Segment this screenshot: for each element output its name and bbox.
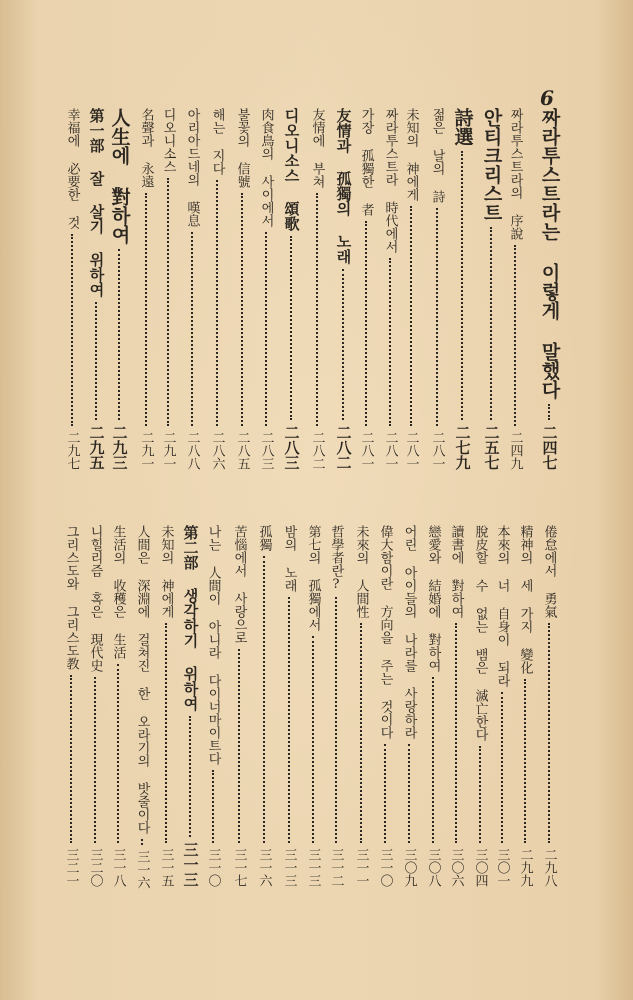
toc-entry-page: 二八二 — [309, 431, 325, 470]
leader-dots — [141, 839, 143, 845]
leader-dots — [342, 269, 344, 420]
leader-dots — [501, 692, 503, 843]
page-number: 6 — [540, 86, 554, 110]
leader-dots — [548, 623, 550, 843]
toc-entry-title: 戀愛와 結婚에 對하여 — [425, 525, 441, 672]
toc-entry — [227, 525, 251, 887]
toc-entry — [324, 525, 348, 887]
toc-entry-title: 肉食鳥의 사이에서 — [258, 108, 274, 227]
toc-entry-page: 二八八 — [184, 431, 200, 470]
leader-dots — [316, 193, 318, 426]
toc-entry-title: 가장 孤獨한 者 — [358, 108, 374, 216]
toc-entry-page: 三〇八 — [425, 848, 441, 887]
toc-entry — [205, 108, 229, 470]
toc-entry-page: 二四七 — [540, 425, 559, 470]
toc-entry-page: 三一三 — [181, 842, 200, 887]
leader-dots — [524, 679, 526, 843]
toc-entry-page: 二八五 — [234, 431, 250, 470]
toc-entry-title: 해는 지다 — [209, 108, 225, 175]
leader-dots — [410, 206, 412, 426]
leader-dots — [384, 744, 386, 843]
toc-entry-title: 脫皮할 수 없는 뱀은 滅亡한다 — [472, 525, 488, 741]
toc-entry — [134, 108, 158, 470]
toc-entry-page: 三一六 — [134, 850, 150, 889]
toc-entry — [513, 525, 537, 887]
toc-entry-title: 나는 人間이 아니라 다이너마이트다 — [205, 525, 221, 765]
leader-dots — [436, 208, 438, 426]
toc-entry — [301, 525, 325, 887]
toc-entry-page: 二八一 — [403, 431, 419, 470]
toc-entry — [254, 108, 278, 470]
toc-entry-page: 三一七 — [231, 848, 247, 887]
toc-entry — [59, 525, 83, 887]
leader-dots — [455, 623, 457, 843]
toc-entry — [399, 108, 423, 470]
toc-entry — [331, 108, 355, 470]
leader-dots — [71, 234, 73, 426]
toc-entry — [305, 108, 329, 470]
toc-entry-page: 三二〇 — [87, 848, 103, 887]
toc-entry-title: 偉大함이란 方向을 주는 것이다 — [377, 525, 393, 739]
toc-entry-page: 三〇九 — [401, 848, 417, 887]
toc-entry-title: 孤獨 — [256, 525, 272, 551]
toc-entry-page: 三一一 — [353, 848, 369, 887]
toc-entry — [107, 108, 131, 470]
leader-dots — [548, 404, 550, 420]
toc-entry — [444, 525, 468, 887]
toc-entry — [421, 525, 445, 887]
toc-entry-page: 二九一 — [160, 431, 176, 470]
leader-dots — [212, 770, 214, 843]
toc-entry-title: 苦惱에서 사랑으로 — [231, 525, 247, 644]
toc-entry-page: 二八二 — [334, 425, 353, 470]
toc-entry — [503, 108, 527, 470]
toc-entry-page: 二四九 — [507, 431, 523, 470]
toc-entry — [354, 108, 378, 470]
leader-dots — [94, 677, 96, 843]
leader-dots — [241, 193, 243, 426]
leader-dots — [167, 178, 169, 426]
toc-entry-title: 아리아드네의 嘆息 — [184, 108, 200, 227]
leader-dots — [461, 151, 463, 420]
leader-dots — [479, 746, 481, 843]
toc-entry-page: 三一二 — [328, 848, 344, 887]
leader-dots — [490, 227, 492, 420]
leader-dots — [145, 193, 147, 426]
toc-entry-page: 三一五 — [158, 848, 174, 887]
toc-entry-page: 三一六 — [256, 848, 272, 887]
leader-dots — [238, 649, 240, 843]
toc-entry — [450, 108, 474, 470]
leader-dots — [216, 180, 218, 426]
toc-entry-title: 짜라투스트라의 序說 — [507, 108, 523, 240]
leader-dots — [117, 664, 119, 843]
toc-entry-page: 二九九 — [517, 848, 533, 887]
toc-entry-page: 二八一 — [358, 431, 374, 470]
toc-entry-page: 二八三 — [282, 425, 301, 470]
toc-entry-title: 哲學者란? — [328, 525, 344, 592]
toc-entry — [130, 525, 154, 887]
toc-entry-title: 어린 아이들의 나라를 사랑하라 — [401, 525, 417, 739]
toc-entry — [154, 525, 178, 887]
toc-entry-title: 젊은 날의 詩 — [429, 108, 445, 203]
leader-dots — [189, 716, 191, 837]
toc-entry-title: 第二部 생각하기 위하여 — [181, 525, 200, 711]
toc-entry-title: 짜라투스트라 時代에서 — [382, 108, 398, 253]
toc-entry-page: 三〇一 — [494, 848, 510, 887]
leader-dots — [389, 258, 391, 426]
toc-entry — [537, 525, 561, 887]
toc-entry — [397, 525, 421, 887]
toc-entry-title: 讀書에 對하여 — [448, 525, 464, 618]
toc-entry-title: 第七의 孤獨에서 — [305, 525, 321, 631]
toc-entry-title: 불꽃의 信號 — [234, 108, 250, 188]
toc-entry-title: 그리스도와 그리스도教 — [63, 525, 79, 670]
toc-entry — [83, 525, 107, 887]
leader-dots — [514, 245, 516, 426]
toc-entry-page: 二九七 — [64, 431, 80, 470]
toc-entry — [468, 525, 492, 887]
leader-dots — [335, 597, 337, 843]
toc-entry — [479, 108, 503, 470]
toc-entry-page: 三二一 — [63, 848, 79, 887]
toc-entry-title: 詩選 — [451, 108, 474, 146]
toc-entry-title: 名聲과 永遠 — [138, 108, 154, 188]
toc-entry — [277, 525, 301, 887]
toc-entry-page: 二九五 — [87, 425, 106, 470]
toc-entry — [378, 108, 402, 470]
toc-entry-title: 人生에 對하여 — [108, 108, 131, 244]
toc-entry-title: 友情과 孤獨의 노래 — [334, 108, 353, 264]
toc-entry — [537, 108, 561, 470]
toc-entry-title: 안티크리스트 — [480, 108, 503, 222]
toc-entry — [201, 525, 225, 887]
toc-entry-title: 友情에 부쳐 — [309, 108, 325, 188]
toc-entry — [106, 525, 130, 887]
toc-entry-page: 三〇六 — [448, 848, 464, 887]
toc-entry-title: 밤의 노래 — [281, 525, 297, 592]
toc-entry-title: 人間은 深淵에 걸쳐진 한 오라기의 밧줄이다 — [134, 525, 150, 834]
leader-dots — [118, 249, 120, 420]
toc-entry — [180, 108, 204, 470]
toc-entry-page: 二八六 — [209, 431, 225, 470]
leader-dots — [408, 744, 410, 843]
toc-entry-title: 未來의 人間性 — [353, 525, 369, 618]
leader-dots — [365, 221, 367, 426]
toc-entry — [373, 525, 397, 887]
toc-entry-page: 二九三 — [110, 425, 129, 470]
toc-entry-page: 二八一 — [382, 431, 398, 470]
toc-entry — [279, 108, 303, 470]
toc-entry-page: 三一〇 — [377, 848, 393, 887]
toc-entry-title: 第一部 잘 살기 위하여 — [87, 108, 106, 297]
leader-dots — [265, 232, 267, 426]
toc-entry-title: 디오니소스 頌歌 — [282, 108, 301, 231]
toc-entry — [156, 108, 180, 470]
toc-entry-title: 幸福에 必要한 것 — [64, 108, 80, 229]
toc-entry-page: 三一三 — [305, 848, 321, 887]
toc-entry-title: 디오니소스 — [160, 108, 176, 173]
toc-entry-title: 精神의 세 가지 變化 — [517, 525, 533, 674]
toc-entry — [230, 108, 254, 470]
toc-entry-title: 未知의 神에게 — [403, 108, 419, 201]
leader-dots — [432, 677, 434, 843]
toc-entry-title: 倦怠에서 勇氣 — [541, 525, 557, 618]
leader-dots — [263, 556, 265, 843]
leader-dots — [288, 597, 290, 843]
toc-entry-page: 三〇四 — [472, 848, 488, 887]
toc-entry-title: 니힐리즘 혹은 現代史 — [87, 525, 103, 672]
toc-entry — [84, 108, 108, 470]
toc-entry — [178, 525, 202, 887]
leader-dots — [312, 636, 314, 843]
toc-entry-page: 三一三 — [281, 848, 297, 887]
toc-entry-page: 二五七 — [482, 425, 501, 470]
leader-dots — [290, 236, 292, 420]
toc-entry — [349, 525, 373, 887]
toc-entry-page: 二八三 — [258, 431, 274, 470]
toc-entry-page: 二七九 — [453, 425, 472, 470]
leader-dots — [165, 623, 167, 843]
toc-entry-title: 짜라투스트라는 이렇게 말했다 — [538, 108, 561, 399]
toc-entry-title: 本來의 너 自身이 되라 — [494, 525, 510, 687]
toc-entry-page: 二九一 — [138, 431, 154, 470]
toc-entry — [490, 525, 514, 887]
leader-dots — [70, 675, 72, 843]
toc-entry-page: 三一〇 — [205, 848, 221, 887]
toc-entry-page: 三一八 — [110, 848, 126, 887]
toc-entry — [252, 525, 276, 887]
toc-entry-page: 二九八 — [541, 848, 557, 887]
toc-entry-title: 未知의 神에게 — [158, 525, 174, 618]
toc-entry-title: 生活의 收穫은 生活 — [110, 525, 126, 659]
leader-dots — [191, 232, 193, 426]
toc-entry — [425, 108, 449, 470]
leader-dots — [360, 623, 362, 843]
toc-entry-page: 二八一 — [429, 431, 445, 470]
leader-dots — [95, 302, 97, 420]
toc-entry — [60, 108, 84, 470]
